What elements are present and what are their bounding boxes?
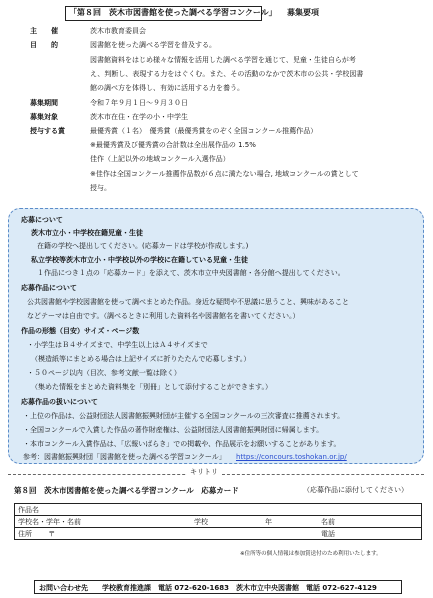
purpose-line: 館の調べ方を体得し、有効に活用する力を養う。	[90, 84, 244, 92]
postal-mark: 〒	[48, 529, 56, 538]
works-text: 公共図書館や学校図書館を使って調べまとめた作品。身近な疑問や不思議に思うこと、興味があること	[27, 298, 349, 306]
phone-field[interactable]	[318, 528, 422, 540]
awards-line: 佳作（上記以外の地域コンクール入選作品）	[90, 155, 230, 163]
address-field[interactable]	[15, 528, 319, 540]
page-title-suffix: 募集要項	[287, 8, 319, 17]
contact-box	[34, 580, 402, 594]
application-heading: 応募について	[21, 216, 63, 224]
format-text: （集めた情報をまとめた資料集を「別冊」として添付することができます。）	[31, 383, 272, 391]
public-school-text: 在籍の学校へ提出してください。(応募カードは学校が作成します。)	[37, 242, 249, 250]
privacy-note: ※住所等の個人情報は参加賞送付のため利用いたします。	[240, 551, 382, 557]
awards-line: 最優秀賞（１名） 優秀賞（最優秀賞をのぞく全国コンクール推薦作品）	[90, 127, 318, 135]
purpose-line: 図書館を使った調べる学習を普及する。	[90, 41, 216, 49]
phone-label: 電話	[321, 529, 335, 538]
awards-label: 授与する賞	[30, 127, 65, 135]
table-row	[15, 504, 422, 516]
target-value: 茨木市在住・在学の小・中学生	[90, 113, 188, 121]
address-label: 住所	[18, 529, 32, 538]
handling-heading: 応募作品の扱いについて	[21, 398, 98, 406]
handling-text: ・本市コンクール入賞作品は、「広報いばらき」での掲載や、作品展示をお願いすることがあります。	[23, 440, 341, 448]
reference-text: 参考：図書館振興財団「図書館を使った調べる学習コンクール」	[23, 453, 226, 461]
header	[65, 6, 368, 20]
purpose-line: え、判断し、表現する力をはぐくむ。また、その活動のなかで茨木市の公共・学校図書	[90, 70, 364, 78]
school-name-field[interactable]	[15, 516, 192, 528]
name-field[interactable]	[318, 516, 422, 528]
entry-card-title: 第８回 茨木市図書館を使った調べる学習コンクール 応募カード	[14, 486, 239, 495]
works-text: などテーマは自由です。（調べるときに利用した資料名や図書館名を書いてください。）	[27, 312, 300, 320]
reference	[23, 453, 347, 462]
entry-card-note: （応募作品に添付してください）	[303, 486, 408, 494]
organizer-label: 主 催	[30, 27, 58, 35]
page-title: 「第８回 茨木市図書館を使った調べる学習コンクール」	[69, 8, 277, 17]
info-panel	[8, 208, 424, 464]
reference-link[interactable]: https://concours.toshokan.or.jp/	[235, 453, 347, 461]
organizer-value: 茨木市教育委員会	[90, 27, 146, 35]
format-text: ・小学生はＢ４サイズまで、中学生以上はＡ４サイズまで	[27, 341, 208, 349]
school-word: 学校	[194, 517, 208, 526]
contact-info: お問い合わせ先 学校教育推進課 電話 072-620-1683 茨木市立中央図書館 電話 072-627-4129	[39, 584, 377, 592]
name-word: 名前	[321, 517, 335, 526]
table-row	[15, 528, 422, 540]
format-text: ・５０ページ以内（目次、参考文献一覧は除く）	[27, 369, 181, 377]
format-text: （模造紙等にまとめる場合は上記サイズに折りたたんで応募します。）	[31, 355, 251, 363]
target-label: 募集対象	[30, 113, 58, 121]
purpose-line: 図書館資料をはじめ様々な情報を活用した調べる学習を通じて、児童・生徒自らが考	[90, 56, 356, 64]
grade-word: 年	[265, 517, 272, 526]
awards-note: ※佳作は全国コンクール推薦作品数が６点に満たない場合, 地域コンクールの賞として	[90, 170, 359, 178]
period-label: 募集期間	[30, 99, 58, 107]
work-name-label: 作品名	[18, 505, 39, 514]
school-word-cell	[191, 516, 262, 528]
format-heading: 作品の形態（目安）サイズ・ページ数	[21, 327, 140, 335]
handling-text: ・上位の作品は、公益財団法人図書館振興財団が主催する全国コンクールの三次審査に推薦されます。	[23, 412, 345, 420]
awards-line: ※最優秀賞及び優秀賞の合計数は全出展作品の 1.5%	[90, 141, 256, 149]
work-name-field[interactable]	[15, 504, 422, 516]
period-value: 令和７年９月１日～９月３０日	[90, 99, 188, 107]
entry-card-table	[14, 503, 422, 540]
cut-label: キリトリ	[186, 467, 222, 477]
table-row	[15, 516, 422, 528]
private-school-text: １作品につき１点の「応募カード」を添えて、茨木市立中央図書館・各分館へ提出してください。	[37, 269, 345, 277]
purpose-label: 目 的	[30, 41, 58, 49]
public-school-heading: 茨木市立小・中学校在籍児童・生徒	[31, 229, 143, 237]
grade-field[interactable]	[262, 516, 318, 528]
private-school-heading: 私立学校等茨木市立小・中学校以外の学校に在籍している児童・生徒	[31, 256, 248, 264]
works-heading: 応募作品について	[21, 284, 77, 292]
handling-text: ・全国コンクールで入賞した作品の著作財産権は、公益財団法人図書館振興財団に帰属します。	[23, 426, 324, 434]
awards-note: 授与。	[90, 184, 111, 192]
school-label: 学校名・学年・名前	[18, 517, 81, 526]
